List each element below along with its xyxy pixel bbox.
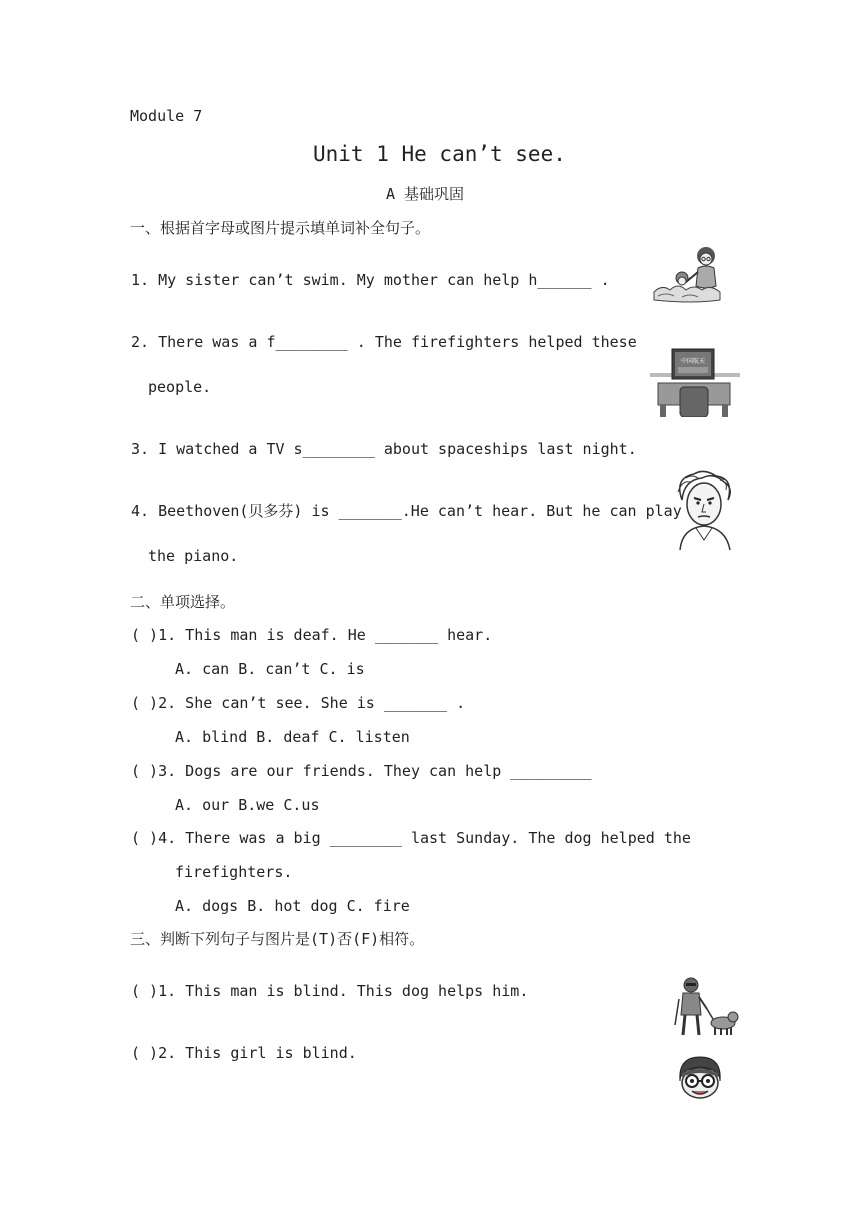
part2-question-4-cont: firefighters. xyxy=(175,863,293,881)
part1-heading: 一、根据首字母或图片提示填单词补全句子。 xyxy=(130,219,431,237)
part2-question-1-options: A. can B. can’t C. is xyxy=(175,660,365,678)
part2-question-4: ( )4. There was a big ________ last Sunday. The dog helped the xyxy=(131,829,691,847)
part3-heading: 三、判断下列句子与图片是(T)否(F)相符。 xyxy=(130,930,425,948)
part2-question-2-options: A. blind B. deaf C. listen xyxy=(175,728,410,746)
swimming-help-picture xyxy=(652,242,724,312)
part2-question-3: ( )3. Dogs are our friends. They can help _________ xyxy=(131,762,592,780)
part1-question-4-cont: the piano. xyxy=(148,547,239,565)
part1-question-4: 4. Beethoven(贝多芬) is _______.He can’t hear. But he can play xyxy=(131,502,682,520)
girl-with-glasses-picture xyxy=(676,1055,724,1101)
part2-question-4-options: A. dogs B. hot dog C. fire xyxy=(175,897,410,915)
beethoven-portrait xyxy=(668,470,740,550)
part1-question-2: 2. There was a f________ . The firefighters helped these xyxy=(131,333,637,351)
tv-screen-text: 中国航天 xyxy=(680,358,706,365)
tv-show-picture xyxy=(650,345,740,417)
part3-question-1: ( )1. This man is blind. This dog helps him. xyxy=(131,982,529,1000)
blind-man-with-dog-picture xyxy=(673,975,739,1039)
part3-question-2: ( )2. This girl is blind. xyxy=(131,1044,357,1062)
part1-question-2-cont: people. xyxy=(148,378,212,396)
part2-heading: 二、单项选择。 xyxy=(130,593,236,611)
part1-question-3: 3. I watched a TV s________ about spaceships last night. xyxy=(131,440,637,458)
section-a-heading: A 基础巩固 xyxy=(386,185,465,203)
part2-question-2: ( )2. She can’t see. She is _______ . xyxy=(131,694,466,712)
part2-question-3-options: A. our B.we C.us xyxy=(175,796,320,814)
part1-question-1: 1. My sister can’t swim. My mother can help h______ . xyxy=(131,271,610,289)
unit-title: Unit 1 He can’t see. xyxy=(313,142,566,166)
module-label: Module 7 xyxy=(130,107,203,125)
part2-question-1: ( )1. This man is deaf. He _______ hear. xyxy=(131,626,493,644)
